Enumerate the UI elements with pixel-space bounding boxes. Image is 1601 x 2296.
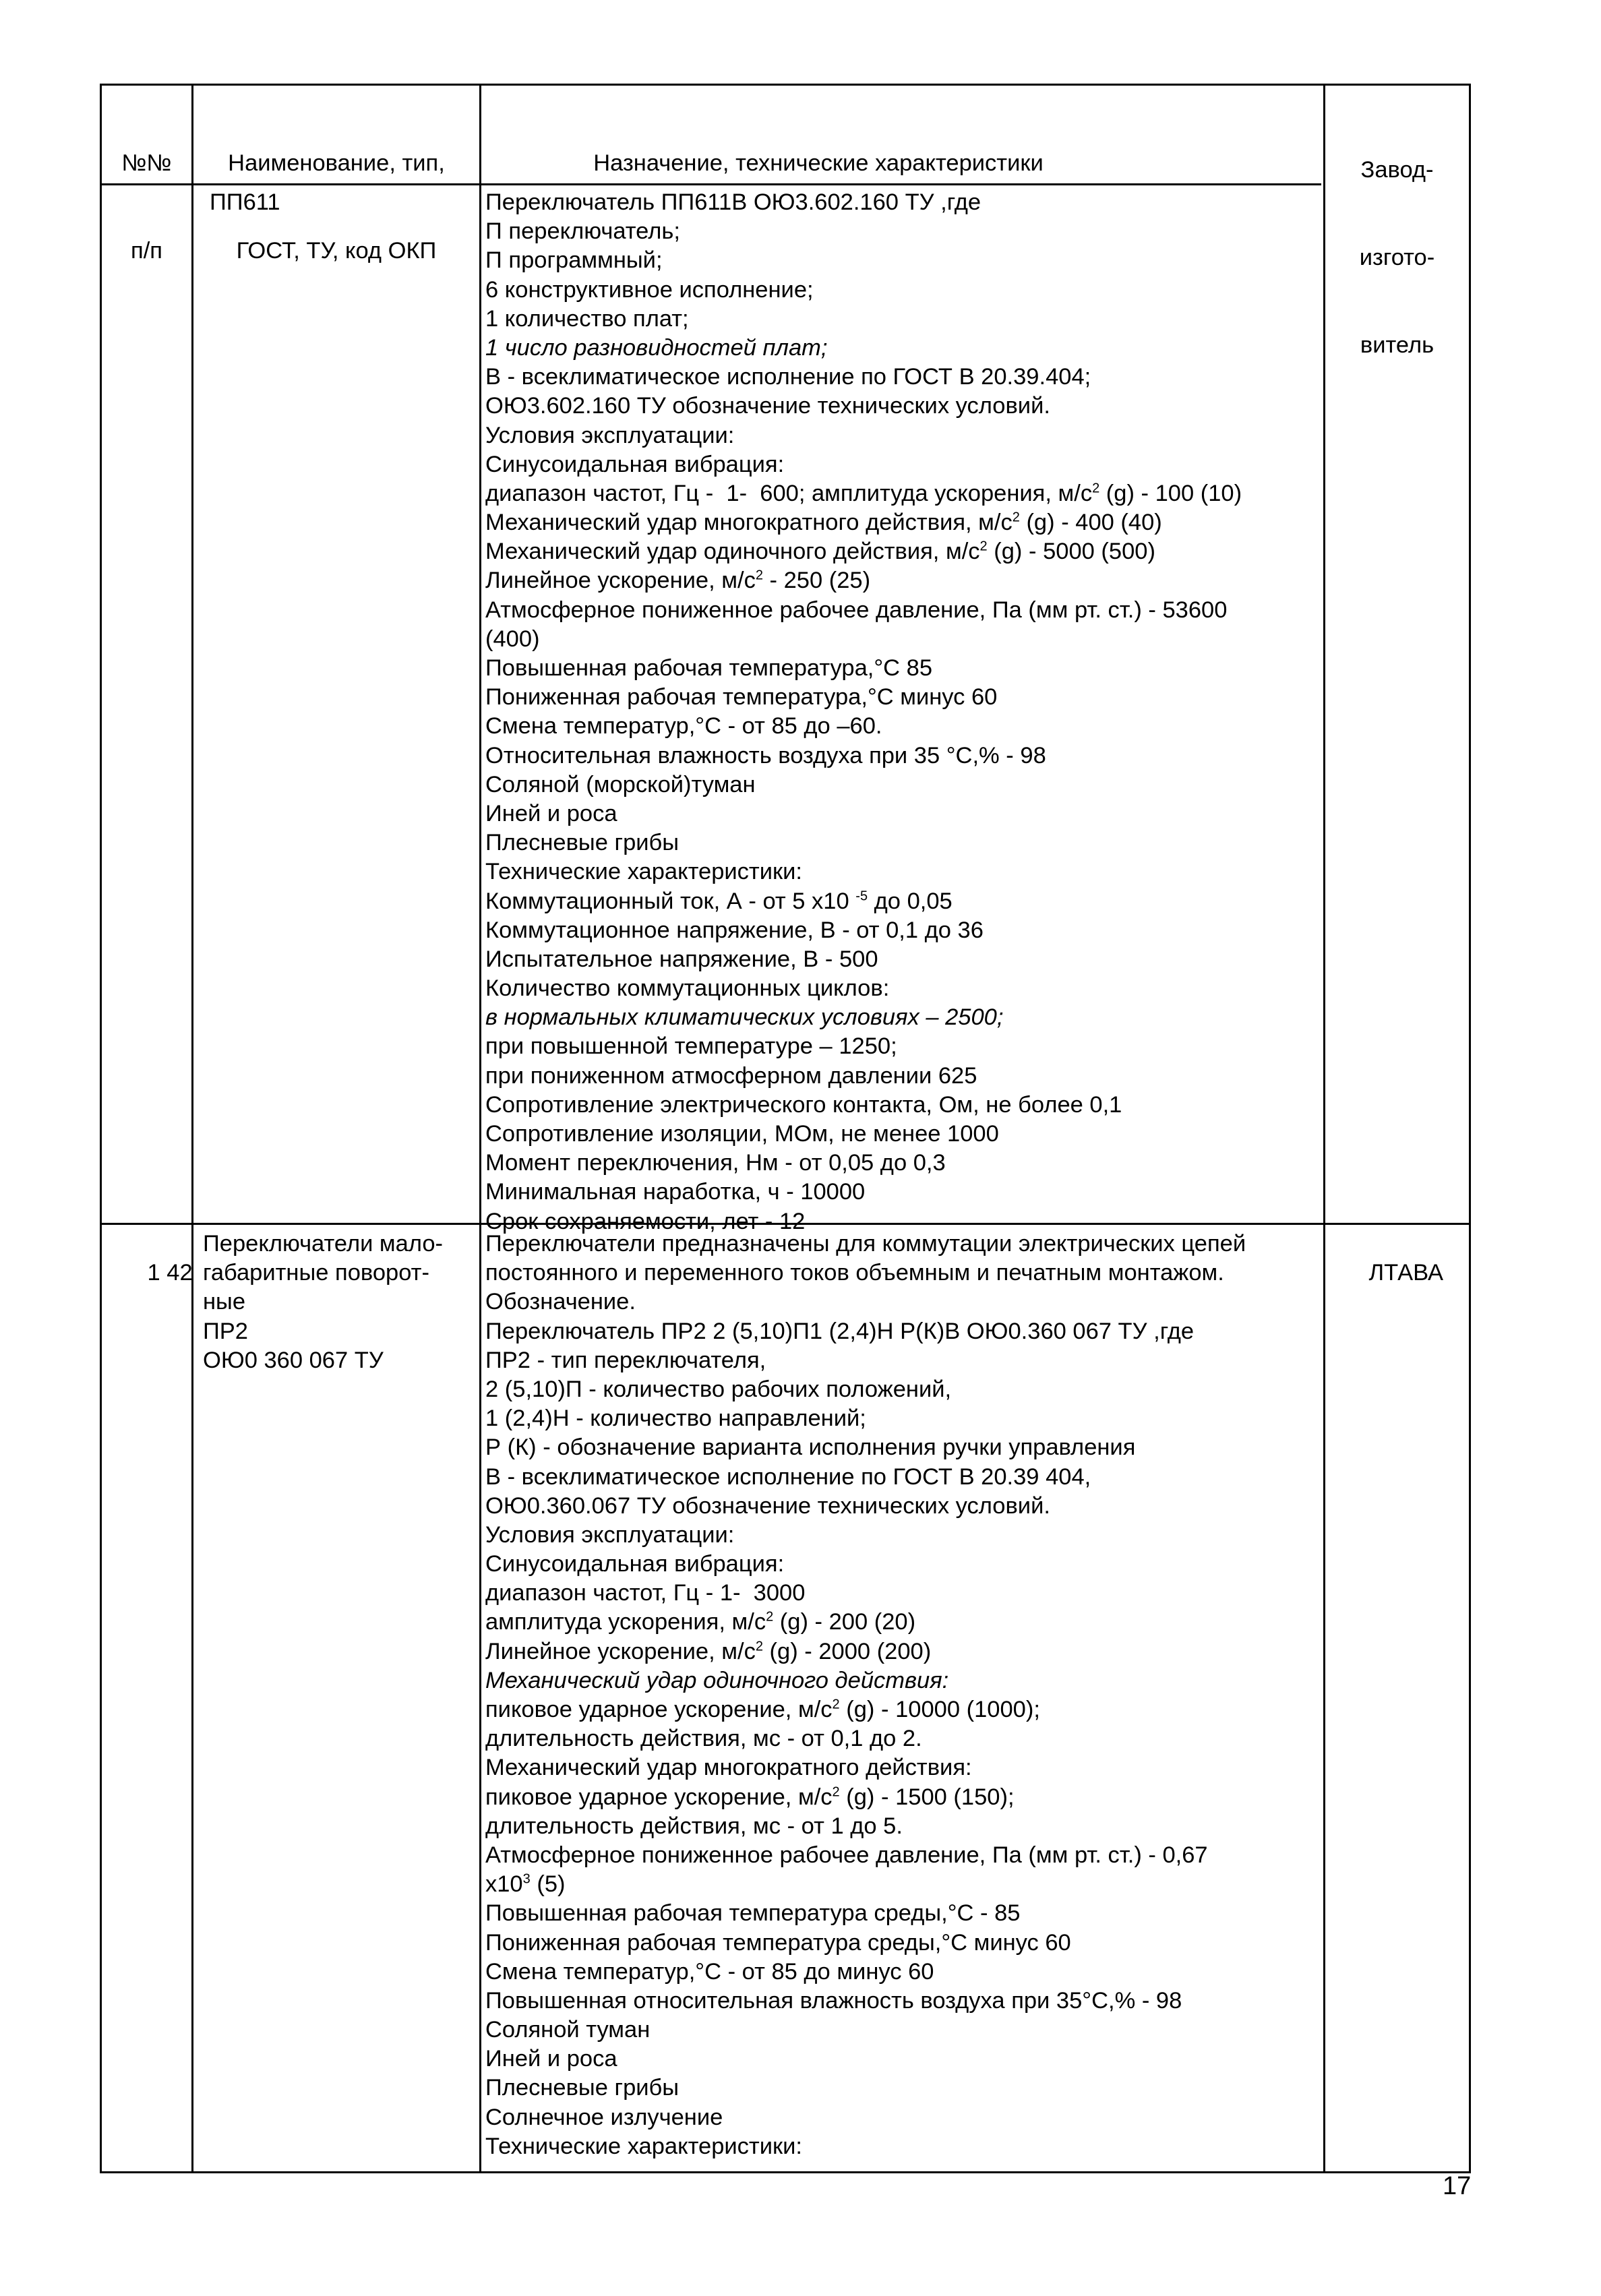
desc-line: при повышенной температуре – 1250; (485, 1033, 897, 1060)
desc-line: ПР2 - тип переключателя, (485, 1347, 766, 1373)
desc-line: Условия эксплуатации: (485, 422, 735, 448)
name-line: габаритные поворот- (203, 1260, 429, 1286)
desc-line: Атмосферное пониженное рабочее давление, Па (мм рт. ст.) - 0,67 (485, 1842, 1208, 1868)
header-text: Завод- (1360, 157, 1434, 183)
desc-line: Коммутационное напряжение, В - от 0,1 до 36 (485, 917, 984, 943)
row1-name-cell (210, 188, 280, 217)
col-divider (479, 86, 481, 2171)
header-text: №№ (121, 150, 172, 177)
desc-line: ОЮ3.602.160 ТУ обозначение технических условий. (485, 393, 1050, 419)
desc-line: диапазон частот, Гц - 1- 3000 (485, 1580, 806, 1606)
desc-line: П переключатель; (485, 218, 680, 245)
desc-line: Испытательное напряжение, В - 500 (485, 946, 878, 972)
desc-line: Солнечное излучение (485, 2104, 723, 2130)
row2-name-cell (203, 1230, 443, 1375)
spec-table (100, 84, 1471, 2173)
desc-line: амплитуда ускорения, $м/с^2$ (g) - 200 (20) (485, 1609, 916, 1635)
desc-line: в нормальных климатических условиях – 2500; (485, 1004, 1004, 1031)
desc-line: длительность действия, мс - от 1 до 5. (485, 1813, 903, 1839)
row2-desc-cell (485, 1230, 1246, 2161)
name-line: ные (203, 1289, 246, 1315)
desc-line: Атмосферное пониженное рабочее давление, Па (мм рт. ст.) - 53600 (485, 597, 1228, 623)
desc-line: Количество коммутационных циклов: (485, 975, 890, 1002)
desc-line: 1 количество плат; (485, 305, 689, 332)
desc-line: Повышенная относительная влажность воздуха при 35°С,% - 98 (485, 1987, 1182, 2014)
desc-line: Переключатели предназначены для коммутации электрических цепей (485, 1231, 1246, 1257)
desc-line: Смена температур,°С - от 85 до минус 60 (485, 1958, 934, 1985)
desc-line: Повышенная рабочая температура среды,°С - 85 (485, 1900, 1021, 1927)
desc-line: Относительная влажность воздуха при 35 °С,% - 98 (485, 742, 1046, 768)
desc-line: Иней и роса (485, 2046, 617, 2072)
desc-line: Срок сохраняемости, лет - 12 (485, 1208, 806, 1234)
desc-line: Пониженная рабочая температура,°С минус 60 (485, 684, 998, 711)
desc-line: Плесневые грибы (485, 2075, 679, 2101)
desc-line: Обозначение. (485, 1289, 636, 1315)
desc-line: П программный; (485, 247, 663, 274)
desc-line: Механический удар многократного действия, $м/с^2$ (g) - 400 (40) (485, 510, 1162, 536)
header-text: Назначение, технические характеристики (593, 150, 1044, 177)
desc-line: Соляной туман (485, 2017, 651, 2043)
desc-line: Линейное ускорение, $м/с^2 - 250$ (25) (485, 568, 871, 594)
desc-line: пиковое ударное ускорение, $м/с^2$ (g) - 10000 (1000); (485, 1697, 1040, 1722)
desc-line: 6 конструктивное исполнение; (485, 276, 814, 303)
manufacturer: ЛТАВА (1368, 1260, 1443, 1286)
name-line: ПП611 (210, 189, 280, 215)
desc-line: Сопротивление изоляции, МОм, не менее 1000 (485, 1121, 999, 1147)
desc-line: Минимальная наработка, ч - 10000 (485, 1179, 866, 1205)
desc-line: Синусоидальная вибрация: (485, 451, 785, 477)
desc-line: Технические характеристики: (485, 2133, 802, 2159)
desc-line: Механический удар одиночного действия: (485, 1667, 949, 1693)
row-number: 1 42 (147, 1260, 193, 1286)
desc-line: Соляной (морской)туман (485, 771, 756, 797)
header-col-maker (1325, 98, 1469, 418)
desc-line: Р (К) - обозначение варианта исполнения ручки управления (485, 1434, 1136, 1461)
desc-line: Пониженная рабочая температура среды,°С минус 60 (485, 1929, 1071, 1956)
desc-line: Переключатель ПР2 2 (5,10)П1 (2,4)Н Р(К)В ОЮ0.360 067 ТУ ,где (485, 1318, 1195, 1344)
desc-line: постоянного и переменного токов объемным и печатным монтажом. (485, 1260, 1224, 1286)
row2-num-cell (109, 1230, 193, 1317)
desc-line: Смена температур,°С - от 85 до –60. (485, 713, 882, 739)
desc-line: Условия эксплуатации: (485, 1521, 735, 1548)
desc-line: Линейное ускорение, $м/с^2$ (g) - 2000 (200) (485, 1638, 932, 1664)
desc-line: при пониженном атмосферном давлении 625 (485, 1062, 977, 1089)
desc-line: 1 (2,4)Н - количество направлений; (485, 1406, 866, 1432)
header-text: п/п (131, 238, 162, 264)
name-line: ПР2 (203, 1318, 248, 1344)
desc-line: $х10^3$ (5) (485, 1871, 566, 1898)
desc-line: пиковое ударное ускорение, $м/с^2$ (g) - 1500 (150); (485, 1784, 1015, 1810)
col-divider (191, 86, 193, 2171)
desc-line: В - всеклиматическое исполнение по ГОСТ В 20.39.404; (485, 364, 1091, 390)
row2-maker-cell (1330, 1230, 1443, 1317)
desc-line: Коммутационный ток, А - от 5 х10 $^{-5}$ до 0,05 (485, 888, 953, 914)
header-text: изгото- (1359, 245, 1435, 270)
desc-line: 2 (5,10)П - количество рабочих положений, (485, 1376, 952, 1402)
desc-line: диапазон частот, Гц - 1- 600; амплитуда ускорения, $м/с^2$ (g) - 100 (10) (485, 480, 1242, 506)
desc-line: Иней и роса (485, 800, 617, 826)
row1-desc-cell (485, 188, 1242, 1236)
desc-line: Плесневые грибы (485, 830, 679, 856)
desc-line: длительность действия, мс - от 0,1 до 2. (485, 1726, 922, 1752)
header-col-num (102, 91, 191, 324)
desc-line: Механический удар многократного действия: (485, 1755, 972, 1781)
page-number: 17 (1443, 2172, 1472, 2200)
desc-line: Повышенная рабочая температура,°С 85 (485, 655, 933, 681)
header-text: витель (1360, 332, 1434, 358)
desc-line: Момент переключения, Нм - от 0,05 до 0,3 (485, 1150, 946, 1176)
name-line: ОЮ0 360 067 ТУ (203, 1347, 384, 1373)
desc-line: Механический удар одиночного действия, $м/с^2$ (g) - 5000 (500) (485, 539, 1155, 565)
name-line: Переключатели мало- (203, 1231, 444, 1257)
desc-line: Технические характеристики: (485, 859, 802, 885)
desc-line: В - всеклиматическое исполнение по ГОСТ В 20.39 404, (485, 1463, 1091, 1490)
desc-line: 1 число разновидностей плат; (485, 334, 828, 361)
header-text: Наименование, тип, (228, 150, 445, 177)
desc-line: Переключатель ПП611В ОЮ3.602.160 ТУ ,где (485, 189, 981, 215)
header-text: ГОСТ, ТУ, код ОКП (236, 238, 437, 264)
desc-line: (400) (485, 626, 540, 652)
desc-line: Синусоидальная вибрация: (485, 1551, 785, 1577)
desc-line: ОЮ0.360.067 ТУ обозначение технических условий. (485, 1492, 1050, 1519)
desc-line: Сопротивление электрического контакта, Ом, не более 0,1 (485, 1091, 1122, 1118)
